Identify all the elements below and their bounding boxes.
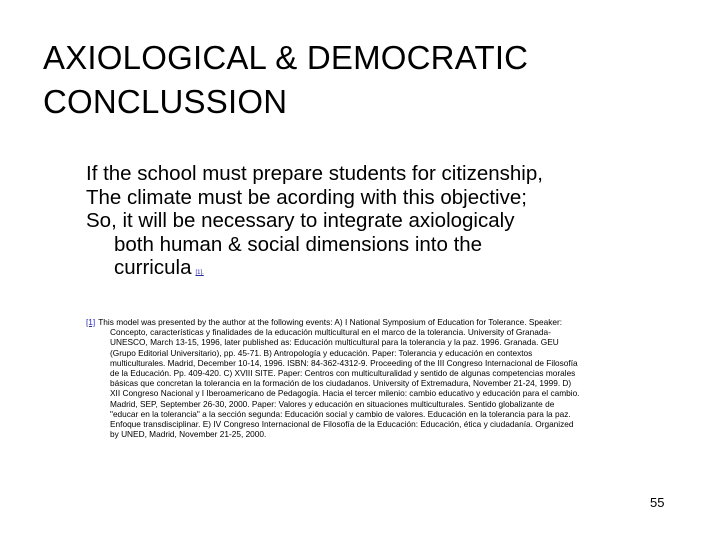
- body-line: curricula: [114, 256, 192, 279]
- footnote-text: This model was presented by the author at the following events: A) I National Symposium of Education for Tolerance. Speaker:: [98, 317, 563, 327]
- footnote-line: Enfoque transdisciplinar. E) IV Congreso Internacional de Filosofía de la Educación: Educación, ética y ciudadanía. Organized: [110, 419, 574, 430]
- footnote-line: XII Congreso Nacional y I Iberoamericano de Pedagogía. Hacia el tercer milenio: cambio educativo y educación para el cambio.: [110, 388, 580, 399]
- body-line: The climate must be acording with this objective;: [86, 185, 527, 209]
- footnote-line: (Grupo Editorial Universitario), pp. 45-71. B) Antropología y educación. Paper: Tolerancia y educación en contextos: [110, 347, 533, 358]
- footnote-line: Madrid, SEP, September 26-30, 2000. Paper: Valores y educación en situaciones multiculturales. Sentido globalizante de: [110, 398, 555, 409]
- footnote-line: [86, 317, 698, 327]
- body-line-last: [86, 256, 686, 286]
- footnote-reference-link[interactable]: [1].: [195, 270, 204, 276]
- footnote-line: UNESCO, March 13-15, 1996, later published as: Educación multicultural para la tolerancia y la paz. 1996. Granada. GEU: [110, 337, 559, 348]
- footnote-line: "educar en la tolerancia" a la sección segunda: Educación social y cambio de valores. Educación en la tolerancia para la paz.: [110, 408, 571, 419]
- footnote-line: básicas que concretan la tolerancia en la formación de los ciudadanos. University of Extremadura, November 21-24, 1999. D): [110, 378, 572, 389]
- footnote-line: multiculturales. Madrid, December 10-14, 1996. ISBN: 84-362-4312-9. Proceeding of the III Congreso Internacional de Filosofía: [110, 357, 578, 368]
- footnote-line: de la Educación. Pp. 409-420. C) XVIII SITE. Paper: Centros con multiculturalidad y sentido de algunas competencias morales: [110, 368, 576, 379]
- page-number: 55: [650, 495, 665, 510]
- body-line: If the school must prepare students for citizenship,: [86, 162, 543, 185]
- body-line: both human & social dimensions into the: [114, 232, 483, 256]
- body-line: So, it will be necessary to integrate axiologicaly: [86, 209, 515, 232]
- title-line: CONCLUSSION: [43, 83, 288, 120]
- footnote-line: Concepto, características y finalidades de la educación multicultural en el marco de la tolerancia. University of Granada-: [110, 327, 551, 338]
- footnote: [86, 317, 698, 439]
- slide-title: [43, 36, 683, 124]
- title-line: AXIOLOGICAL & DEMOCRATIC: [43, 39, 529, 76]
- footnote-line: by UNED, Madrid, November 21-25, 2000.: [110, 429, 267, 440]
- body-text: [86, 162, 686, 286]
- footnote-marker-link[interactable]: [1]: [86, 317, 96, 327]
